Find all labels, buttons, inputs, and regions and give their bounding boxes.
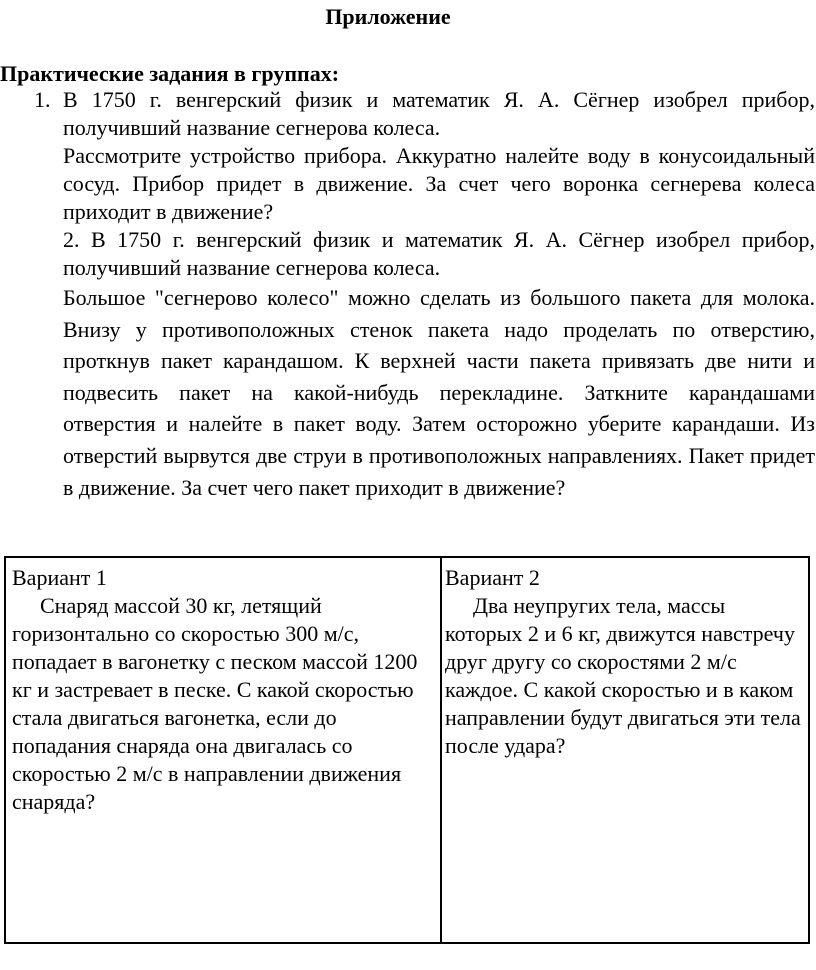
task-list	[63, 86, 815, 503]
task-1-body: Рассмотрите устройство прибора. Аккуратно налейте воду в конусоидальный сосуд. Прибор придет в движение. За счет чего воронка сегнерева колеса приходит в движение?	[63, 143, 815, 224]
section-heading: Практические задания в группах:	[0, 61, 340, 86]
variant-1-title: Вариант 1	[12, 565, 107, 590]
variant-2-text: Два неупругих тела, массы которых 2 и 6 кг, движутся навстречу друг другу со скоростями 2 м/с каждое. С какой скоростью и в каком направлении будут двигаться эти тела после удара?	[445, 593, 801, 758]
task-1-number: 1.	[34, 87, 51, 112]
variant-1-text: Снаряд массой 30 кг, летящий горизонтально со скоростью 300 м/с, попадает в вагонетку с песком массой 1200 кг и застревает в песке. С какой скоростью стала двигаться вагонетка, если до попадания снаряда она двигалась со скоростью 2 м/с в направлении движения снаряда?	[12, 593, 418, 814]
task-1-intro: В 1750 г. венгерский физик и математик Я. А. Сёгнер изобрел прибор, получивший название сегнерова колеса.	[63, 87, 815, 140]
variant-1-cell	[6, 558, 442, 942]
variant-2-title: Вариант 2	[445, 565, 540, 590]
variants-table	[4, 556, 810, 944]
variant-2-cell	[442, 558, 808, 942]
page-title: Приложение	[325, 4, 451, 29]
task-2-intro: 2. В 1750 г. венгерский физик и математик Я. А. Сёгнер изобрел прибор, получивший название сегнерова колеса.	[63, 227, 815, 280]
task-2-body: Большое "сегнерово колесо" можно сделать из большого пакета для молока. Внизу у противоположных стенок пакета надо проделать по отверстию, проткнув пакет карандашом. К верхней части пакета привязать две нити и подвесить пакет на какой-нибудь перекладине. Заткните карандашами отверстия и налейте в пакет воду. Затем осторожно уберите карандаши. Из отверстий вырвутся две струи в противоположных направлениях. Пакет придет в движение. За счет чего пакет приходит в движение?	[63, 285, 815, 500]
